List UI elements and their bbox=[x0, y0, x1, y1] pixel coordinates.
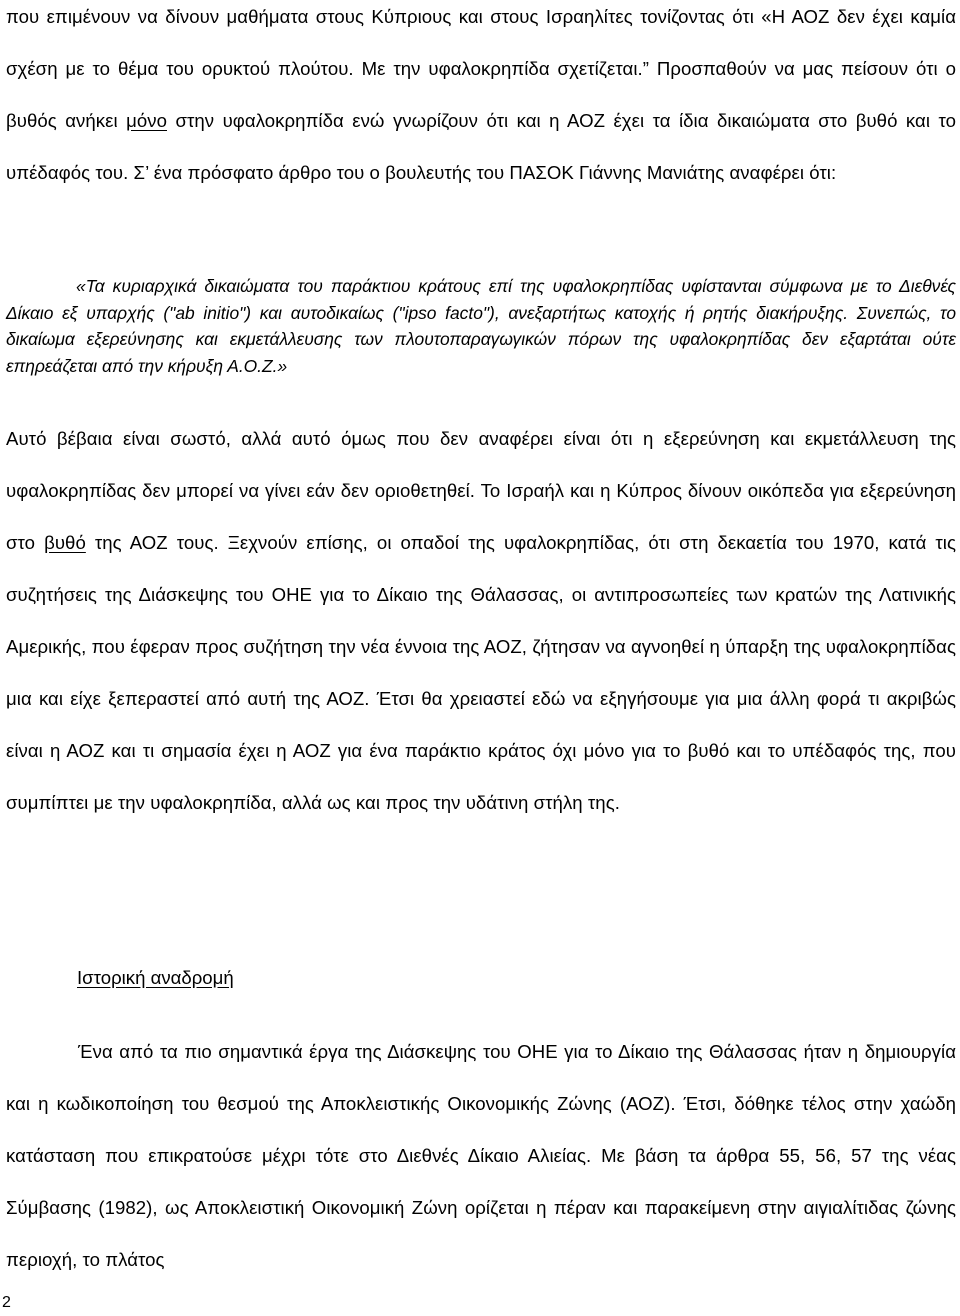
body-paragraph-2 bbox=[6, 413, 956, 829]
section-heading: Ιστορική αναδρομή bbox=[77, 967, 234, 988]
page-number: 2 bbox=[2, 1294, 11, 1311]
paragraph-text: στην υφαλοκρηπίδα ενώ γνωρίζουν ότι και η ΑΟΖ έχει τα ίδια δικαιώματα στο βυθό και το υπέδαφός του. Σ’ ένα πρόσφατο άρθρο του ο βουλευτής του ΠΑΣΟΚ Γιάννης Μανιάτης αναφέρει ότι: bbox=[6, 110, 957, 183]
body-paragraph-1 bbox=[6, 0, 956, 199]
underlined-word: μόνο bbox=[126, 110, 167, 131]
body-paragraph-3: Ένα από τα πιο σημαντικά έργα της Διάσκεψης του ΟΗΕ για το Δίκαιο της Θάλασσας ήταν η δημιουργία και η κωδικοποίηση του θεσμού της Αποκλειστικής Οικονομικής Ζώνης (ΑΟΖ). Έτσι, δόθηκε τέλος στην χαώδη κατάσταση που επικρατούσε μέχρι τότε στο Διεθνές Δίκαιο Αλιείας. Με βάση τα άρθρα 55, 56, 57 της νέας Σύμβασης (1982), ως Αποκλειστική Οικονομική Ζώνη ορίζεται η πέραν και παρακείμενη στην αιγιαλίτιδας ζώνης περιοχή, το πλάτος bbox=[6, 1041, 956, 1270]
paragraph-text: της ΑΟΖ τους. Ξεχνούν επίσης, οι οπαδοί της υφαλοκρηπίδας, ότι στη δεκαετία του 1970, κατά τις συζητήσεις της Διάσκεψης του ΟΗΕ για το Δίκαιο της Θάλασσας, οι αντιπροσωπείες των κρατών της Λατινικής Αμερικής, που έφεραν προς συζήτηση την νέα έννοια της ΑΟΖ, ζήτησαν να αγνοηθεί η ύπαρξη της υφαλοκρηπίδας μια και είχε ξεπεραστεί από αυτή της ΑΟΖ. Έτσι θα χρειαστεί εδώ να εξηγήσουμε για μια άλλη φορά τι ακριβώς είναι η ΑΟΖ και τι σημασία έχει η ΑΟΖ για ένα παράκτιο κράτος όχι μόνο για το βυθό και το υπέδαφός της, που συμπίπτει με την υφαλοκρηπίδα, αλλά ως και προς την υδάτινη στήλη της. bbox=[6, 532, 956, 813]
paragraph-text: Αυτό βέβαια είναι σωστό, αλλά αυτό όμως που δεν αναφέρει είναι ότι η εξερεύνηση και εκμετάλλευση της υφαλοκρηπίδας δεν μπορεί να γίνει εάν δεν οριοθετηθεί. Το Ισραήλ και η Κύπρος δίνουν οικόπεδα για εξερεύνηση στο bbox=[6, 428, 956, 553]
paragraph-text: που επιμένουν να δίνουν μαθήματα στους Κύπριους και στους Ισραηλίτες τονίζοντας ότι «Η ΑΟΖ δεν έχει καμία σχέση με το θέμα του ορυκτού πλούτου. Με την υφαλοκρηπίδα σχετίζεται.” Προσπαθούν να μας πείσουν ότι ο βυθός ανήκει bbox=[6, 6, 956, 131]
underlined-word: βυθό bbox=[44, 532, 86, 553]
block-quote: «Τα κυριαρχικά δικαιώματα του παράκτιου κράτους επί της υφαλοκρηπίδας υφίστανται σύμφωνα με το Διεθνές Δίκαιο εξ υπαρχής ("ab initio") και αυτοδικαίως ("ipso facto"), ανεξαρτήτως κατοχής ή ρητής διακήρυξης. Συνεπώς, το δικαίωμα εξερεύνησης και εκμετάλλευσης των πλουτοπαραγωγικών πόρων της υφαλοκρηπίδας δεν εξαρτάται ούτε επηρεάζεται από την κήρυξη Α.Ο.Ζ.» bbox=[6, 276, 956, 376]
